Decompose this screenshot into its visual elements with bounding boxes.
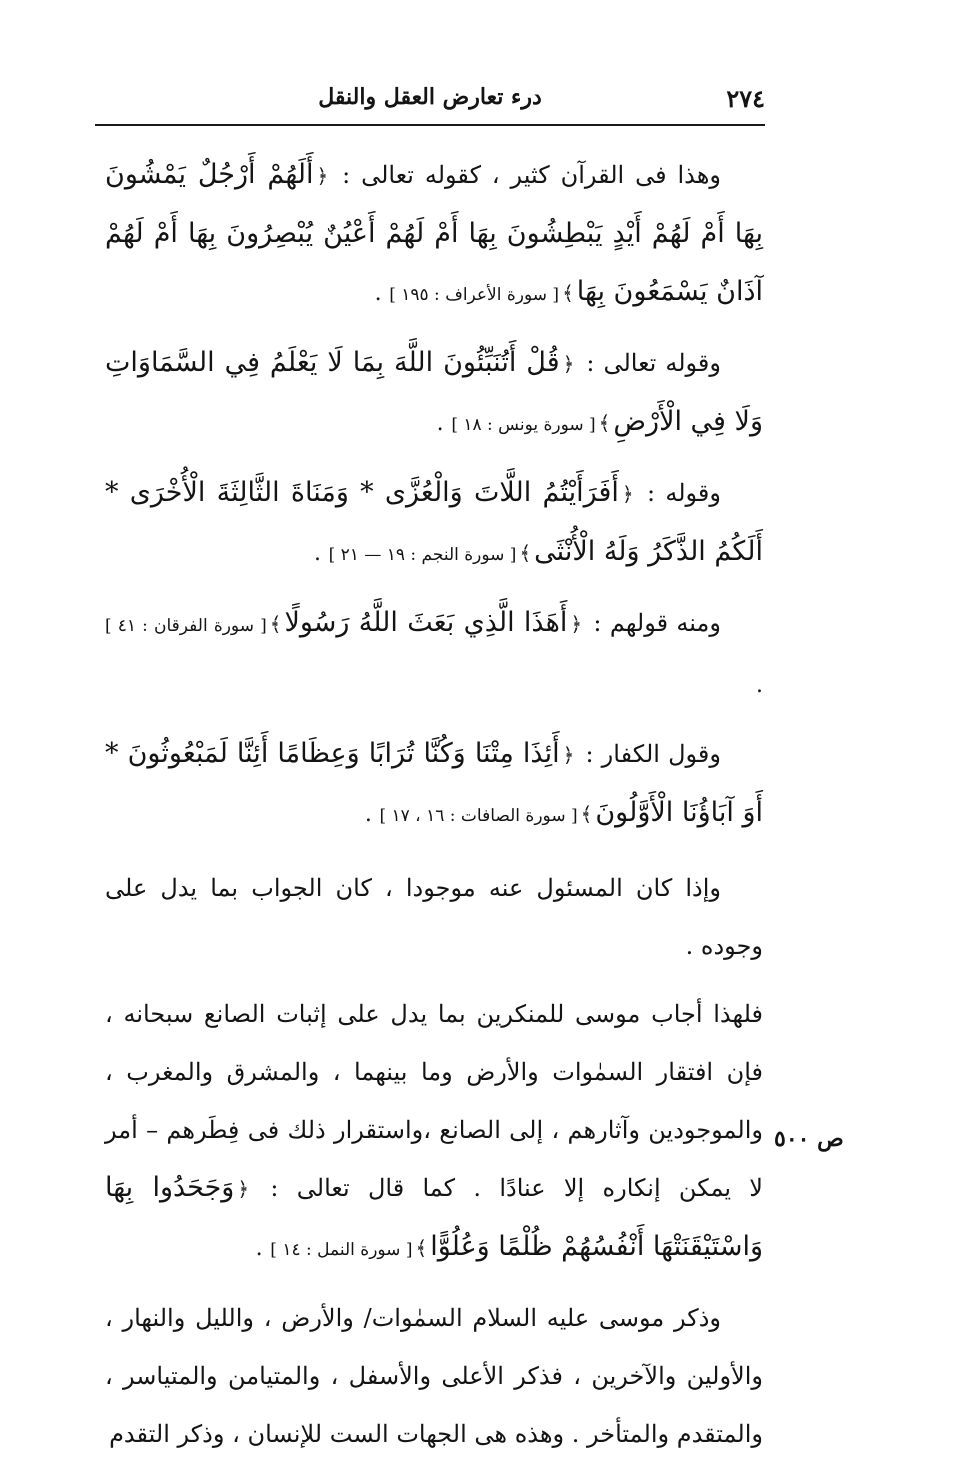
quran-close-bracket: ﴾ [519, 541, 532, 565]
sentence-end: . [756, 673, 763, 698]
quran-close-bracket: ﴾ [562, 281, 574, 305]
quran-verse: أَهَذَا الَّذِي بَعَثَ اللَّهُ رَسُولًا [284, 607, 568, 638]
verse-reference: [ سورة يونس : ١٨ ] [451, 415, 596, 435]
body-text [105, 146, 763, 1473]
quran-verse: وَجَحَدُوا بِهَا وَاسْتَيْقَنَتْهَا أَنْفُسُهُمْ ظُلْمًا وَعُلُوًّا [105, 1172, 763, 1262]
paragraph-intro: وقوله : [646, 479, 721, 507]
verse-reference: [ سورة النمل : ١٤ ] [270, 1240, 413, 1260]
verse-reference: [ سورة الفرقان : ٤١ ] [105, 616, 267, 636]
paragraph-text: وذكر موسى عليه السلام السمٰوات/ والأرض ، والليل والنهار ، والأولين والآخرين ، فذكر الأعلى والأسفل ، والمتيامن والمتياسر ، والمتقدم والمتأخر . وهذه هى الجهات الست للإنسان ، وذكر التقدم [105, 1304, 763, 1448]
quran-verse: أَلَهُمْ أَرْجُلٌ يَمْشُونَ بِهَا أَمْ لَهُمْ أَيْدٍ يَبْطِشُونَ بِهَا أَمْ لَهُمْ أَعْيُنٌ يُبْصِرُونَ بِهَا أَمْ لَهُمْ آذَانٌ يَسْمَعُونَ بِهَا [105, 159, 763, 307]
quran-open-bracket: ﴿ [570, 612, 583, 636]
paragraph-intro: وقوله تعالى : [586, 349, 721, 377]
paragraph-text: وإذا كان المسئول عنه موجودا ، كان الجواب بما يدل على وجوده . [105, 874, 763, 960]
paragraph-5 [105, 725, 763, 845]
verse-reference: [ سورة النجم : ١٩ — ٢١ ] [328, 545, 517, 565]
quran-close-bracket: ﴾ [269, 612, 282, 636]
verse-reference: [ سورة الصافات : ١٦ ، ١٧ ] [379, 806, 578, 826]
quran-open-bracket: ﴿ [316, 164, 329, 188]
sentence-end: . [255, 1236, 263, 1261]
quran-close-bracket: ﴾ [415, 1236, 428, 1260]
paragraph-8 [105, 1289, 763, 1463]
paragraph-intro: ومنه قولهم : [593, 609, 721, 637]
quran-open-bracket: ﴿ [562, 743, 575, 767]
paragraph-1 [105, 146, 763, 324]
sentence-end: . [436, 411, 444, 436]
quran-close-bracket: ﴾ [598, 411, 611, 435]
quran-close-bracket: ﴾ [580, 802, 593, 826]
paragraph-intro: وقول الكفار : [585, 740, 721, 768]
paragraph-4 [105, 594, 763, 715]
page-number: ٢٧٤ [726, 84, 765, 113]
running-title: درء تعارض العقل والنقل [318, 84, 542, 110]
paragraph-2 [105, 334, 763, 454]
paragraph-6 [105, 859, 763, 975]
quran-open-bracket: ﴿ [621, 482, 634, 506]
sentence-end: . [364, 802, 372, 827]
quran-verse: أَفَرَأَيْتُمُ اللَّاتَ وَالْعُزَّى * وَمَنَاةَ الثَّالِثَةَ الْأُخْرَى * أَلَكُمُ الذَّكَرُ وَلَهُ الْأُنْثَى [105, 477, 763, 567]
paragraph-intro: وهذا فى القرآن كثير ، كقوله تعالى : [342, 161, 721, 189]
paragraph-intro: فلهذا أجاب موسى للمنكرين بما يدل على إثبات الصانع سبحانه ، فإن افتقار السمٰوات والأرض وما بينهما ، والمشرق والمغرب ، والموجودين وآثارهم ، إلى الصانع ،واستقرار ذلك فى فِطَرهم – أمر لا يمكن إنكاره إلا عنادًا . كما قال تعالى : [105, 1000, 763, 1202]
paragraph-3 [105, 464, 763, 584]
quran-open-bracket: ﴿ [237, 1177, 250, 1201]
margin-page-reference: ص ٥٠٠ [774, 1126, 844, 1152]
verse-reference: [ سورة الأعراف : ١٩٥ ] [389, 285, 560, 305]
header-rule [95, 124, 765, 126]
sentence-end: . [374, 281, 382, 306]
paragraph-7 [105, 985, 763, 1279]
quran-open-bracket: ﴿ [562, 352, 575, 376]
page-header [95, 78, 765, 122]
quran-verse: أَئِذَا مِتْنَا وَكُنَّا تُرَابًا وَعِظَامًا أَئِنَّا لَمَبْعُوثُونَ * أَوَ آبَاؤُنَا الْأَوَّلُونَ [105, 738, 763, 828]
sentence-end: . [313, 541, 321, 566]
quran-verse: قُلْ أَتُنَبِّئُونَ اللَّهَ بِمَا لَا يَعْلَمُ فِي السَّمَاوَاتِ وَلَا فِي الْأَرْضِ [105, 347, 763, 437]
